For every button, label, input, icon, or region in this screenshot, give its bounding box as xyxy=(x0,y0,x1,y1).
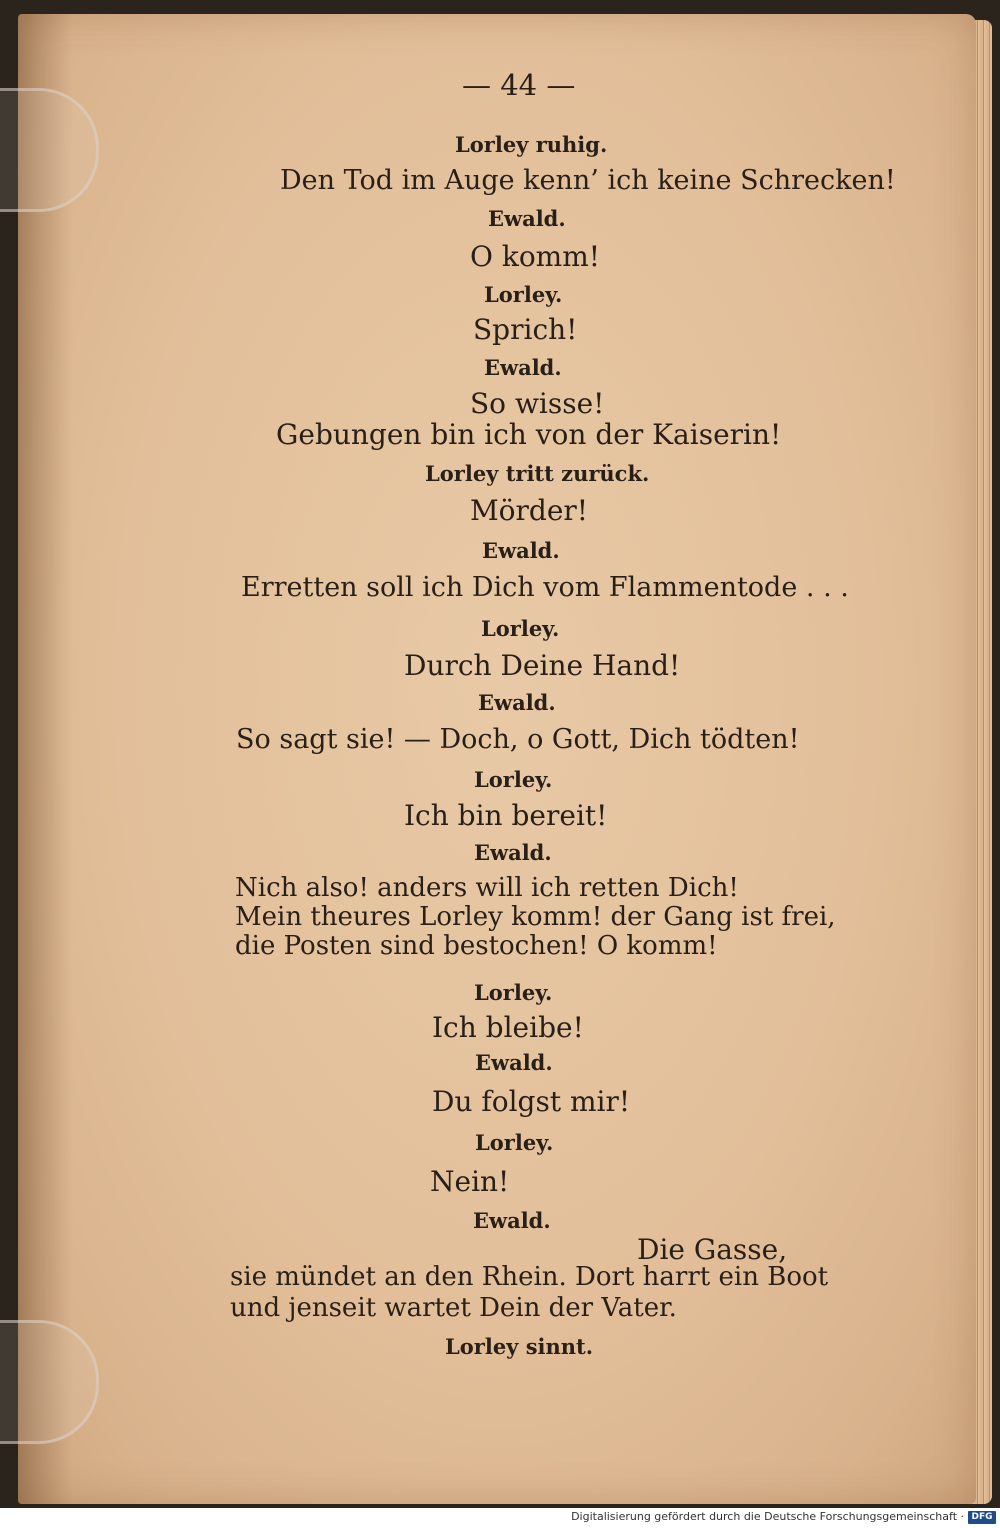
stage-direction: Lorley tritt zurück. xyxy=(425,461,650,486)
speaker-line: Lorley. xyxy=(474,767,553,792)
verse-line: und jenseit wartet Dein der Vater. xyxy=(230,1293,677,1323)
verse-line: Nein! xyxy=(430,1165,510,1198)
verse-line: Sprich! xyxy=(473,313,578,346)
speaker-line: Ewald. xyxy=(482,538,560,563)
verse-line: Mörder! xyxy=(470,494,589,527)
verse-line: Nich also! anders will ich retten Dich! xyxy=(235,873,739,903)
verse-line: Mein theures Lorley komm! der Gang ist frei, xyxy=(235,902,836,932)
page-number: — 44 — xyxy=(462,68,576,102)
spine-shadow xyxy=(18,14,73,1504)
verse-line: So sagt sie! — Doch, o Gott, Dich tödten! xyxy=(236,724,800,755)
speaker-line: Ewald. xyxy=(474,840,552,865)
footer-credit: Digitalisierung gefördert durch die Deutsche Forschungsgemeinschaft · xyxy=(571,1510,964,1523)
speaker-line: Lorley ruhig. xyxy=(455,132,608,157)
verse-line: Die Gasse, xyxy=(637,1233,788,1266)
speaker-line: Lorley. xyxy=(484,282,563,307)
verse-line: Ich bleibe! xyxy=(432,1011,584,1044)
verse-line: Gebungen bin ich von der Kaiserin! xyxy=(276,418,782,451)
speaker-line: Lorley. xyxy=(475,1130,554,1155)
verse-line: Den Tod im Auge kenn’ ich keine Schrecken! xyxy=(280,165,896,196)
verse-line: Ich bin bereit! xyxy=(404,799,608,832)
verse-line: O komm! xyxy=(470,240,601,273)
speaker-line: Ewald. xyxy=(488,206,566,231)
verse-line: sie mündet an den Rhein. Dort harrt ein Boot xyxy=(230,1262,829,1292)
dfg-logo: DFG xyxy=(968,1511,996,1524)
speaker-line: Ewald. xyxy=(484,355,562,380)
verse-line: Du folgst mir! xyxy=(432,1085,631,1118)
stage-direction: Lorley sinnt. xyxy=(445,1334,594,1359)
verse-line: Erretten soll ich Dich vom Flammentode . . . xyxy=(241,572,849,603)
speaker-line: Lorley. xyxy=(481,616,560,641)
digitization-footer xyxy=(0,1508,1000,1528)
verse-line: Durch Deine Hand! xyxy=(404,649,681,682)
verse-line: So wisse! xyxy=(470,387,605,420)
speaker-line: Ewald. xyxy=(478,690,556,715)
verse-line: die Posten sind bestochen! O komm! xyxy=(235,931,718,961)
speaker-line: Ewald. xyxy=(475,1050,553,1075)
speaker-line: Lorley. xyxy=(474,980,553,1005)
speaker-line: Ewald. xyxy=(473,1208,551,1233)
